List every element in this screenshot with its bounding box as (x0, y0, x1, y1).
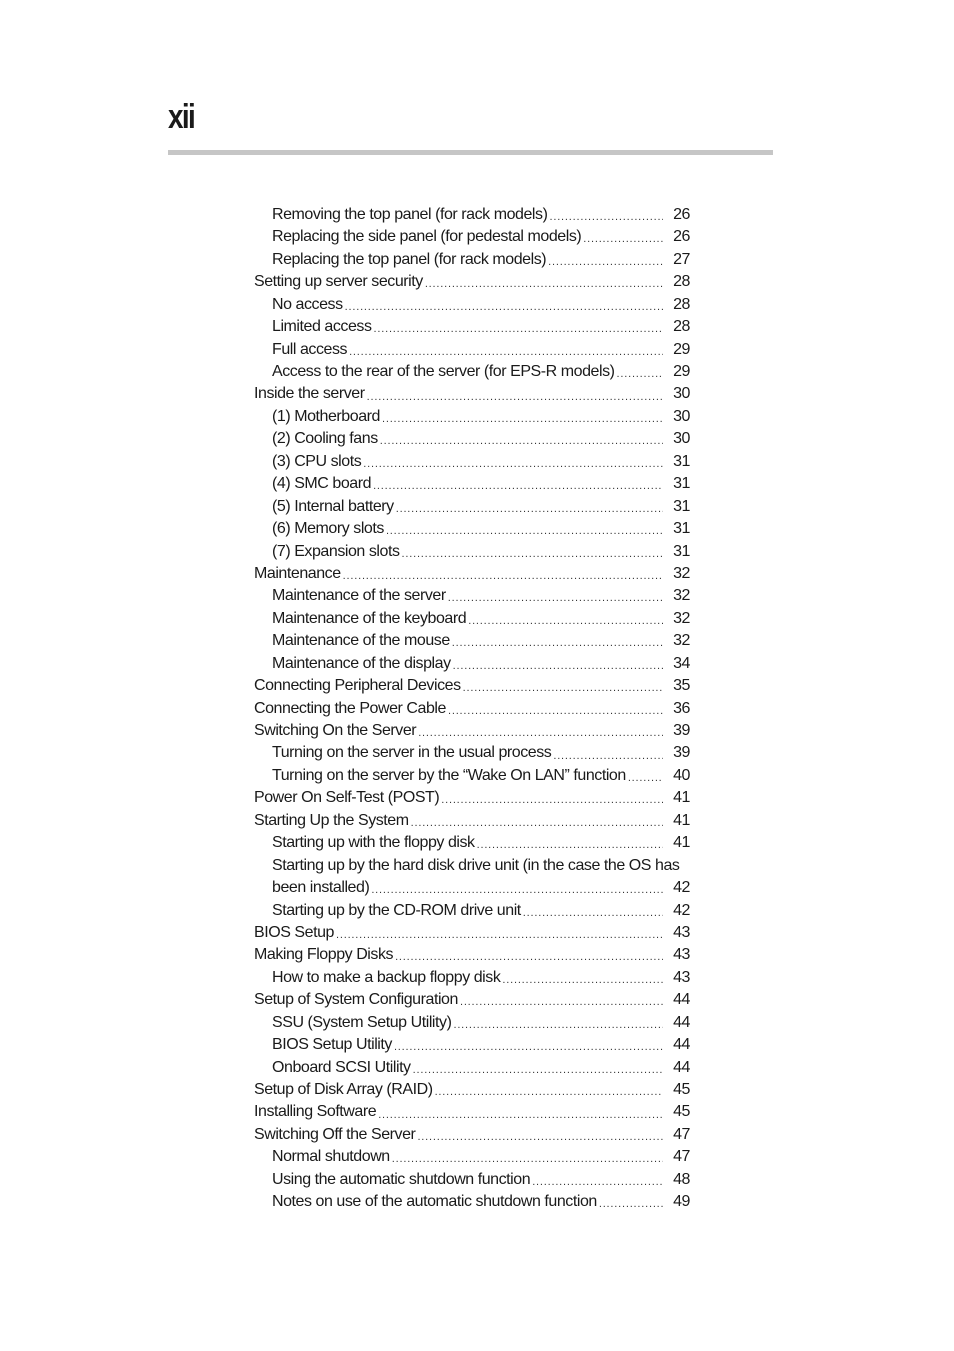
toc-entry-page: 29 (673, 363, 690, 381)
dot-leader (477, 832, 663, 854)
dot-leader (523, 900, 663, 922)
dot-leader (382, 406, 663, 428)
table-of-contents (254, 204, 690, 1214)
toc-entry-page: 49 (673, 1193, 690, 1211)
toc-entry-page: 28 (673, 295, 690, 313)
toc-entry[interactable] (254, 810, 690, 832)
toc-entry[interactable] (254, 967, 690, 989)
toc-entry-title: Turning on the server by the “Wake On LAN” function (272, 766, 626, 784)
toc-entry-title: Using the automatic shutdown function (272, 1170, 531, 1188)
dot-leader (549, 204, 663, 226)
toc-entry[interactable] (254, 787, 690, 809)
toc-entry-title: Notes on use of the automatic shutdown function (272, 1193, 597, 1211)
toc-entry[interactable] (254, 1057, 690, 1079)
toc-entry-title: Onboard SCSI Utility (272, 1058, 411, 1076)
toc-entry-title: (3) CPU slots (272, 452, 362, 470)
toc-entry-title: been installed) (272, 879, 370, 897)
toc-entry-page: 47 (673, 1125, 690, 1143)
dot-leader (502, 967, 663, 989)
toc-entry-page: 30 (673, 430, 690, 448)
toc-entry[interactable] (254, 653, 690, 675)
toc-entry[interactable] (254, 428, 690, 450)
toc-entry-page: 30 (673, 385, 690, 403)
toc-entry-title: (5) Internal battery (272, 497, 394, 515)
toc-entry-page: 43 (673, 923, 690, 941)
toc-entry-page: 32 (673, 609, 690, 627)
dot-leader (553, 743, 663, 765)
toc-entry-page: 45 (673, 1103, 690, 1121)
toc-entry[interactable] (254, 361, 690, 383)
dot-leader (418, 720, 663, 742)
toc-entry-page: 45 (673, 1081, 690, 1099)
toc-entry[interactable] (254, 1102, 690, 1124)
toc-entry[interactable] (254, 1169, 690, 1191)
toc-entry[interactable] (254, 608, 690, 630)
dot-leader (617, 361, 663, 383)
toc-entry[interactable] (254, 630, 690, 652)
toc-entry-page: 44 (673, 1036, 690, 1054)
toc-entry-page: 32 (673, 587, 690, 605)
toc-entry[interactable] (254, 1146, 690, 1168)
toc-entry-title: How to make a backup floppy disk (272, 968, 501, 986)
dot-leader (599, 1191, 663, 1213)
dot-leader (380, 428, 663, 450)
page-number: xii (168, 98, 195, 136)
toc-entry[interactable] (254, 384, 690, 406)
toc-entry-title: Access to the rear of the server (for EPS-R models) (272, 363, 615, 381)
toc-entry-page: 32 (673, 632, 690, 650)
toc-entry-page: 43 (673, 968, 690, 986)
dot-leader (367, 384, 663, 406)
toc-entry[interactable] (254, 1012, 690, 1034)
dot-leader (345, 294, 663, 316)
toc-entry-page: 29 (673, 340, 690, 358)
toc-entry-title: Turning on the server in the usual process (272, 744, 552, 762)
toc-entry-page: 44 (673, 991, 690, 1009)
dot-leader (425, 271, 663, 293)
toc-entry[interactable] (254, 473, 690, 495)
dot-leader (396, 496, 663, 518)
toc-entry-page: 39 (673, 744, 690, 762)
toc-entry-page: 28 (673, 273, 690, 291)
dot-leader (402, 541, 663, 563)
toc-entry-title: BIOS Setup (254, 923, 334, 941)
toc-entry[interactable] (254, 832, 690, 854)
toc-entry-title: Maintenance of the keyboard (272, 609, 467, 627)
toc-entry-page: 43 (673, 946, 690, 964)
toc-entry-page: 41 (673, 811, 690, 829)
toc-entry-title: (6) Memory slots (272, 520, 384, 538)
toc-entry-page: 48 (673, 1170, 690, 1188)
dot-leader (468, 608, 663, 630)
dot-leader (395, 944, 663, 966)
toc-entry-page: 34 (673, 654, 690, 672)
dot-leader (336, 922, 663, 944)
toc-entry-title: Power On Self-Test (POST) (254, 789, 440, 807)
dot-leader (448, 698, 663, 720)
toc-entry-title: Maintenance of the display (272, 654, 451, 672)
dot-leader (548, 249, 663, 271)
toc-entry-title: Connecting the Power Cable (254, 699, 446, 717)
toc-entry[interactable] (254, 226, 690, 248)
dot-leader (374, 316, 663, 338)
toc-entry[interactable] (254, 271, 690, 293)
toc-entry-page: 30 (673, 407, 690, 425)
dot-leader (448, 585, 663, 607)
toc-entry[interactable] (254, 204, 690, 226)
toc-entry[interactable] (254, 698, 690, 720)
toc-entry-page: 42 (673, 879, 690, 897)
toc-entry[interactable] (254, 1124, 690, 1146)
toc-entry-page: 39 (673, 722, 690, 740)
dot-leader (363, 451, 663, 473)
toc-entry[interactable] (254, 877, 690, 899)
toc-entry-page: 26 (673, 205, 690, 223)
toc-entry-title: Maintenance (254, 564, 341, 582)
toc-entry-title: Setup of Disk Array (RAID) (254, 1081, 433, 1099)
toc-entry-page: 31 (673, 452, 690, 470)
dot-leader (394, 1034, 663, 1056)
toc-entry-title: (2) Cooling fans (272, 430, 378, 448)
toc-entry-title: Inside the server (254, 385, 365, 403)
toc-entry[interactable] (254, 720, 690, 742)
toc-entry-page: 44 (673, 1013, 690, 1031)
dot-leader (413, 1057, 663, 1079)
toc-entry-page: 47 (673, 1148, 690, 1166)
toc-entry-title: Normal shutdown (272, 1148, 390, 1166)
toc-entry-page: 31 (673, 542, 690, 560)
toc-entry[interactable] (254, 585, 690, 607)
toc-entry-title: Starting up by the hard disk drive unit (in the case the OS has (272, 856, 680, 874)
toc-entry[interactable] (254, 922, 690, 944)
dot-leader (453, 1012, 663, 1034)
toc-entry[interactable] (254, 944, 690, 966)
toc-entry-page: 40 (673, 766, 690, 784)
toc-entry[interactable] (254, 339, 690, 361)
toc-entry-page: 28 (673, 318, 690, 336)
toc-entry-title: Maintenance of the server (272, 587, 446, 605)
dot-leader (460, 989, 663, 1011)
dot-leader (343, 563, 663, 585)
toc-entry[interactable] (254, 249, 690, 271)
toc-entry-title: Setup of System Configuration (254, 991, 458, 1009)
toc-entry-page: 27 (673, 250, 690, 268)
toc-entry-page: 42 (673, 901, 690, 919)
dot-leader (583, 226, 663, 248)
dot-leader (532, 1169, 663, 1191)
toc-entry-title: Switching Off the Server (254, 1125, 416, 1143)
toc-entry-title: Replacing the side panel (for pedestal models) (272, 228, 582, 246)
toc-entry[interactable] (254, 496, 690, 518)
toc-entry[interactable] (254, 294, 690, 316)
toc-entry-title: Limited access (272, 318, 372, 336)
toc-entry-title: (1) Motherboard (272, 407, 380, 425)
toc-entry-title: Maintenance of the mouse (272, 632, 450, 650)
dot-leader (417, 1124, 663, 1146)
dot-leader (453, 653, 663, 675)
header-rule (168, 150, 773, 155)
toc-entry[interactable] (254, 989, 690, 1011)
dot-leader (392, 1146, 663, 1168)
toc-entry[interactable] (254, 1191, 690, 1213)
toc-entry-page: 31 (673, 497, 690, 515)
dot-leader (349, 339, 663, 361)
toc-entry-page: 35 (673, 677, 690, 695)
toc-entry[interactable] (254, 451, 690, 473)
toc-entry[interactable] (254, 316, 690, 338)
toc-entry-title: Removing the top panel (for rack models) (272, 205, 548, 223)
dot-leader (441, 787, 663, 809)
toc-entry-page: 41 (673, 789, 690, 807)
toc-entry-page: 44 (673, 1058, 690, 1076)
toc-entry-page: 26 (673, 228, 690, 246)
toc-entry-page: 31 (673, 520, 690, 538)
toc-entry[interactable] (254, 675, 690, 697)
toc-entry[interactable] (254, 743, 690, 765)
toc-entry[interactable] (254, 541, 690, 563)
toc-entry[interactable] (254, 406, 690, 428)
dot-leader (386, 518, 663, 540)
toc-entry[interactable] (254, 563, 690, 585)
toc-entry-page: 32 (673, 564, 690, 582)
toc-entry-title: Replacing the top panel (for rack models) (272, 250, 547, 268)
toc-entry-title: (7) Expansion slots (272, 542, 400, 560)
toc-entry-title: Starting up by the CD-ROM drive unit (272, 901, 521, 919)
toc-entry-title: Starting Up the System (254, 811, 409, 829)
dot-leader (452, 630, 663, 652)
toc-entry-title: Full access (272, 340, 348, 358)
toc-entry[interactable] (254, 1034, 690, 1056)
toc-entry-page: 31 (673, 475, 690, 493)
dot-leader (463, 675, 663, 697)
toc-entry-title: (4) SMC board (272, 475, 372, 493)
dot-leader (628, 765, 663, 787)
toc-entry-title: Switching On the Server (254, 722, 417, 740)
toc-entry[interactable] (254, 900, 690, 922)
dot-leader (371, 877, 663, 899)
toc-entry-title: Connecting Peripheral Devices (254, 677, 461, 695)
dot-leader (411, 810, 663, 832)
toc-entry-title: No access (272, 295, 343, 313)
toc-entry[interactable] (254, 765, 690, 787)
toc-entry-title: Installing Software (254, 1103, 377, 1121)
toc-entry-page: 36 (673, 699, 690, 717)
toc-entry-title: Setting up server security (254, 273, 423, 291)
toc-entry-title: Making Floppy Disks (254, 946, 394, 964)
toc-entry[interactable] (254, 518, 690, 540)
toc-entry[interactable] (254, 1079, 690, 1101)
dot-leader (435, 1079, 663, 1101)
dot-leader (373, 473, 663, 495)
dot-leader (378, 1102, 663, 1124)
toc-entry-title: SSU (System Setup Utility) (272, 1013, 452, 1031)
toc-entry[interactable] (254, 855, 690, 877)
toc-entry-title: BIOS Setup Utility (272, 1036, 392, 1054)
toc-entry-title: Starting up with the floppy disk (272, 834, 475, 852)
toc-entry-page: 41 (673, 834, 690, 852)
